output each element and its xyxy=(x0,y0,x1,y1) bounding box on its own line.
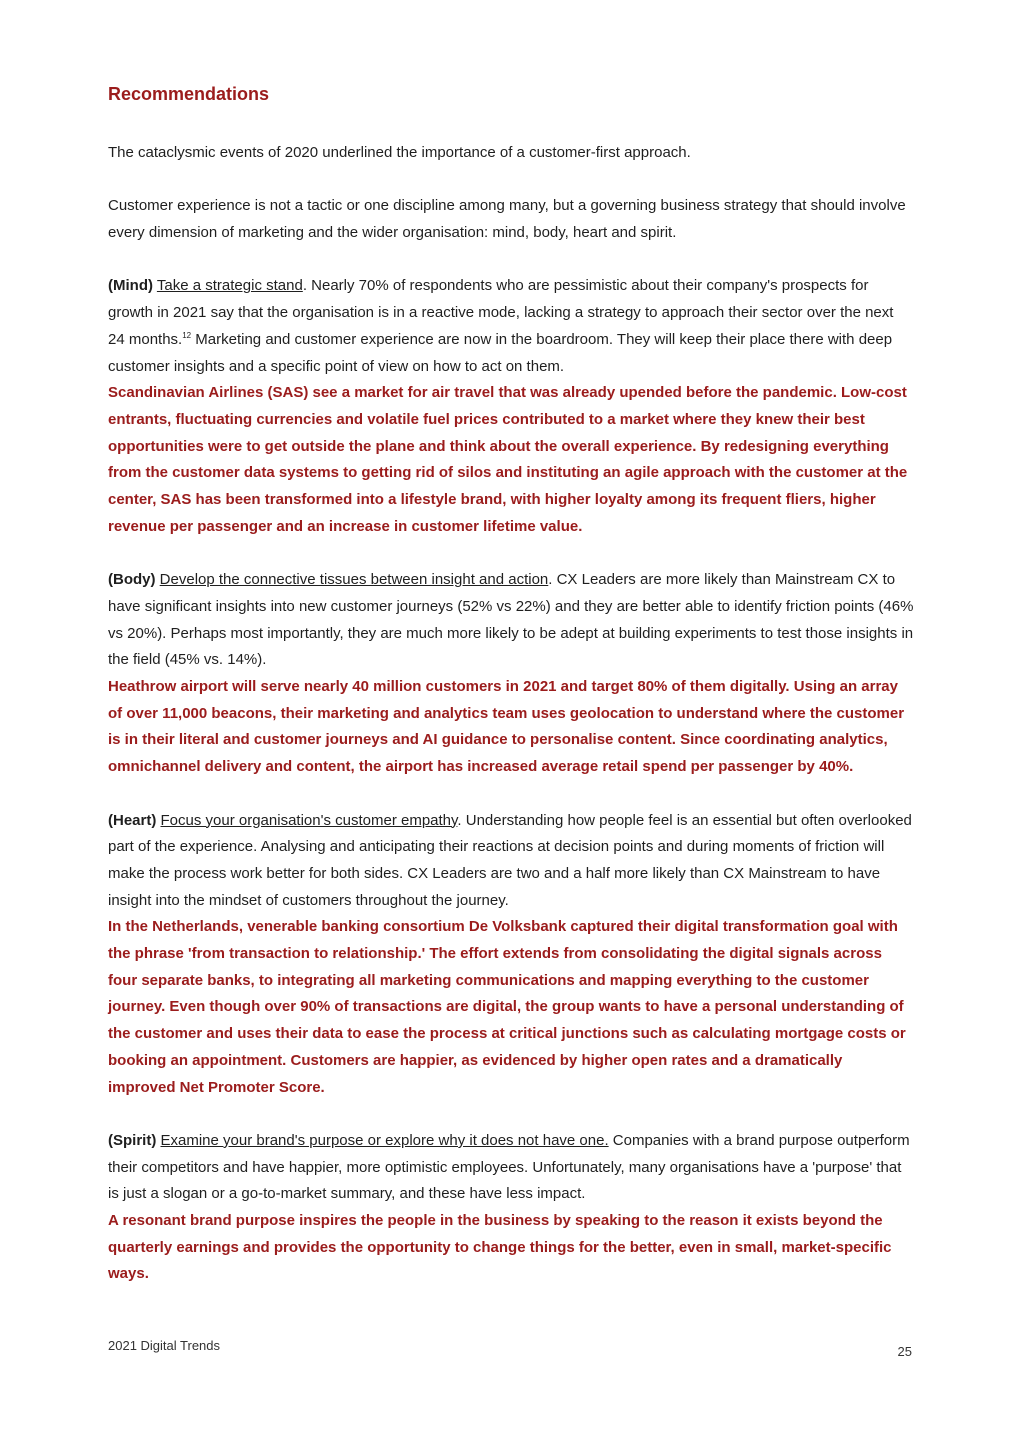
spirit-example: A resonant brand purpose inspires the people in the business by speaking to the reason it exists beyond the quarterly earnings and provides the opportunity to change things for the better, even in small, market-specific ways. xyxy=(108,1212,892,1283)
spirit-underlined-heading: Examine your brand's purpose or explore why it does not have one. xyxy=(160,1131,609,1149)
intro-paragraph-2: Customer experience is not a tactic or one discipline among many, but a governing business strategy that should involve every dimension of marketing and the wider organisation: mind, body, heart and spirit. xyxy=(108,197,906,242)
section-heading: Recommendations xyxy=(108,84,270,104)
footnote-marker: 12 xyxy=(182,330,192,340)
body-body-a: . CX Leaders are more likely than Mainstream CX to have significant insights into new customer journeys (52% vs 22%) and they are better able to identify friction points (46% vs 20%). Perhaps most importantly, they are much more likely to be adept at building experiments to test those insights in the field (45% vs. 14%). xyxy=(108,571,914,669)
heart-body-a: . Understanding how people feel is an essential but often overlooked part of the experience. Analysing and anticipating their reactions at decision points and during moments of friction will make the process work better for both sides. CX Leaders are two and a half more likely than CX Mainstream to have insight into the mindset of customers throughout the journey. xyxy=(108,811,912,909)
spacer xyxy=(108,167,914,194)
spirit-paragraph xyxy=(108,1128,914,1208)
body-underlined-heading: Develop the connective tissues between insight and action xyxy=(159,571,549,589)
body-paragraph xyxy=(108,567,914,674)
mind-underlined-heading: Take a strategic stand xyxy=(156,277,303,295)
page-content xyxy=(108,80,914,1288)
mind-body-a: . Nearly 70% of respondents who are pessimistic about their company's prospects for growth in 2021 say that the organisation is in a reactive mode, lacking a strategy to approach their sector over the next 24 months. xyxy=(108,277,894,348)
mind-paragraph xyxy=(108,273,914,380)
spirit-tag: (Spirit) xyxy=(108,1131,157,1149)
spirit-body-a: Companies with a brand purpose outperform their competitors and have happier, more optimistic employees. Unfortunately, many organisations have a 'purpose' that is just a slogan or a go-to-market summary, and these have less impact. xyxy=(108,1131,910,1203)
heart-paragraph xyxy=(108,808,914,915)
intro-paragraph-1: The cataclysmic events of 2020 underlined the importance of a customer-first approach. xyxy=(108,144,691,161)
heart-tag: (Heart) xyxy=(108,811,157,829)
page-number: 25 xyxy=(897,1344,912,1359)
heart-underlined-heading: Focus your organisation's customer empathy xyxy=(160,811,458,829)
spacer xyxy=(108,541,914,568)
spacer xyxy=(108,781,914,808)
spacer xyxy=(108,247,914,274)
mind-tag: (Mind) xyxy=(108,277,153,295)
mind-body-b: Marketing and customer experience are now in the boardroom. They will keep their place there with deep customer insights and a specific point of view on how to act on them. xyxy=(108,330,893,375)
heart-example: In the Netherlands, venerable banking consortium De Volksbank captured their digital transformation goal with the phrase 'from transaction to relationship.' The effort extends from consolidating the digital signals across four separate banks, to integrating all marketing communications and mapping everything to the customer journey. Even though over 90% of transactions are digital, the group wants to have a personal understanding of the customer and uses their data to ease the process at critical junctions such as calculating mortgage costs or booking an appointment. Customers are happier, as evidenced by higher open rates and a dramatically improved Net Promoter Score. xyxy=(108,918,906,1096)
body-example: Heathrow airport will serve nearly 40 million customers in 2021 and target 80% of them digitally. Using an array of over 11,000 beacons, their marketing and analytics team uses geolocation to understand where the customer is in their literal and customer journeys and AI guidance to personalise content. Since coordinating analytics, omnichannel delivery and content, the airport has increased average retail spend per passenger by 40%. xyxy=(108,678,905,776)
mind-example: Scandinavian Airlines (SAS) see a market for air travel that was already upended before the pandemic. Low-cost entrants, fluctuating currencies and volatile fuel prices contributed to a market where they knew their best opportunities were to get outside the plane and think about the overall experience. By redesigning everything from the customer data systems to getting rid of silos and instituting an agile approach with the customer at the center, SAS has been transformed into a lifestyle brand, with higher loyalty among its frequent fliers, higher revenue per passenger and an increase in customer lifetime value. xyxy=(108,384,908,535)
spacer xyxy=(108,1101,914,1128)
body-tag: (Body) xyxy=(108,571,156,589)
footer-title: 2021 Digital Trends xyxy=(108,1338,221,1353)
